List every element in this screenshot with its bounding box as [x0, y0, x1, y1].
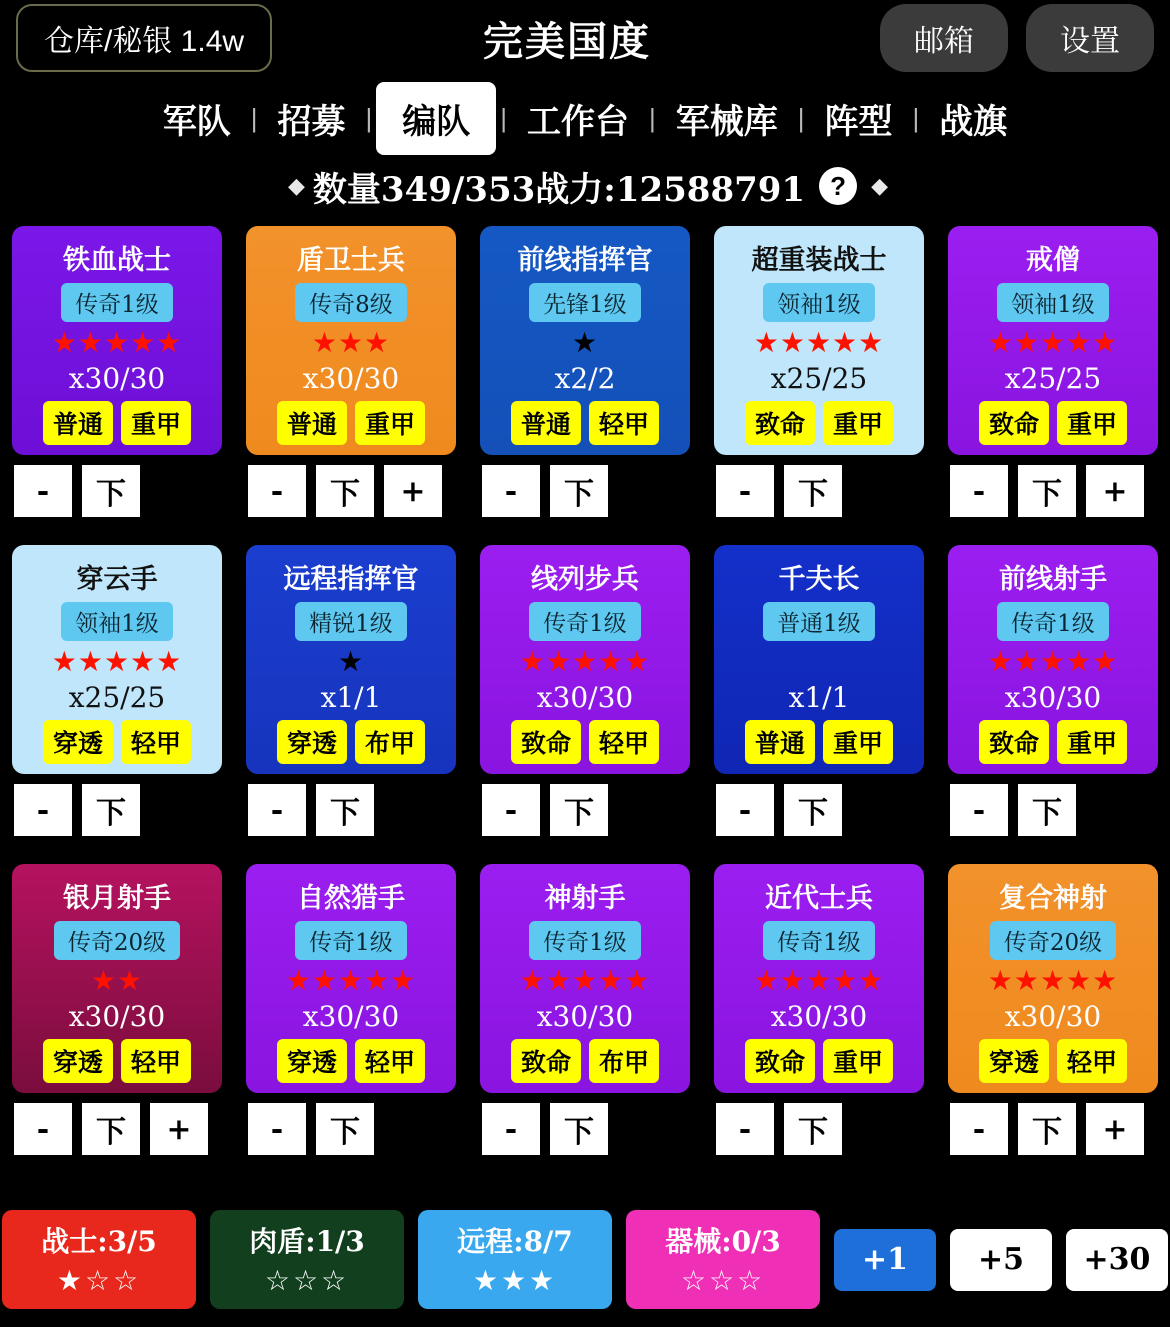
unit-action-button[interactable]: 下 — [316, 784, 374, 836]
unit-tag: 轻甲 — [589, 720, 659, 764]
unit-tag: 布甲 — [355, 720, 425, 764]
category-summary[interactable] — [418, 1210, 612, 1309]
category-summary[interactable] — [2, 1210, 196, 1309]
add-amount-button[interactable]: +5 — [950, 1229, 1052, 1291]
unit-count: x25/25 — [770, 362, 868, 395]
unit-star-rating: ★★★★★ — [753, 965, 885, 996]
unit-rank-badge: 领袖1级 — [763, 283, 875, 322]
prev-arrow-icon[interactable]: ◆ — [287, 173, 299, 198]
unit-tag-row — [277, 1039, 425, 1083]
unit-tag: 轻甲 — [121, 720, 191, 764]
unit-rank-badge: 传奇1级 — [61, 283, 173, 322]
unit-action-row — [714, 784, 924, 836]
unit-card[interactable] — [948, 545, 1158, 774]
stats-bar — [0, 156, 1170, 216]
unit-action-row — [948, 1103, 1158, 1155]
unit-action-button[interactable]: - — [482, 1103, 540, 1155]
unit-cell — [714, 545, 924, 864]
unit-tag: 致命 — [511, 1039, 581, 1083]
unit-tag: 重甲 — [823, 1039, 893, 1083]
army-stats-text: 数量349/353战力:12588791 — [312, 169, 806, 210]
unit-cell — [246, 226, 456, 545]
unit-action-button[interactable]: 下 — [82, 1103, 140, 1155]
unit-card[interactable] — [246, 864, 456, 1093]
unit-cell — [12, 226, 222, 545]
unit-tag-row — [43, 720, 191, 764]
unit-tag: 致命 — [979, 720, 1049, 764]
tab-separator: | — [250, 102, 258, 133]
unit-action-button[interactable]: - — [716, 784, 774, 836]
unit-cell — [948, 545, 1158, 864]
category-star-rating: ☆☆☆ — [680, 1265, 766, 1296]
unit-action-button[interactable]: - — [248, 784, 306, 836]
unit-name: 盾卫士兵 — [297, 245, 405, 276]
unit-action-row — [714, 1103, 924, 1155]
unit-card[interactable] — [12, 226, 222, 455]
unit-star-rating: ★★★★★ — [51, 327, 183, 358]
unit-tag-row — [511, 720, 659, 764]
unit-cell — [246, 545, 456, 864]
unit-rank-badge: 普通1级 — [763, 602, 875, 641]
unit-cell — [480, 864, 690, 1183]
unit-action-button[interactable]: - — [950, 465, 1008, 517]
unit-tag: 穿透 — [979, 1039, 1049, 1083]
unit-tag-row — [43, 401, 191, 445]
tab-4[interactable]: 军械库 — [675, 101, 778, 142]
unit-rank-badge: 传奇1级 — [763, 921, 875, 960]
unit-star-rating: ★ — [571, 327, 599, 358]
unit-star-rating: ★★★★★ — [987, 327, 1119, 358]
unit-action-button[interactable]: + — [384, 465, 442, 517]
unit-tag: 致命 — [745, 1039, 815, 1083]
unit-star-rating: ★★ — [90, 965, 144, 996]
unit-star-rating: ★★★★★ — [987, 646, 1119, 677]
unit-rank-badge: 传奇1级 — [997, 602, 1109, 641]
unit-count: x1/1 — [788, 681, 850, 714]
unit-card[interactable] — [246, 226, 456, 455]
unit-count: x30/30 — [302, 362, 400, 395]
unit-tag: 轻甲 — [121, 1039, 191, 1083]
unit-rank-badge: 传奇20级 — [54, 921, 180, 960]
unit-action-button[interactable]: 下 — [82, 784, 140, 836]
unit-count: x1/1 — [320, 681, 382, 714]
unit-action-button[interactable]: 下 — [550, 784, 608, 836]
category-summary[interactable] — [626, 1210, 820, 1309]
category-label: 远程:8/7 — [457, 1225, 573, 1258]
unit-action-row — [246, 1103, 456, 1155]
unit-card[interactable] — [480, 864, 690, 1093]
unit-card[interactable] — [714, 545, 924, 774]
unit-name: 远程指挥官 — [283, 564, 419, 595]
unit-action-button[interactable]: - — [482, 465, 540, 517]
tab-separator: | — [500, 102, 507, 133]
unit-count: x30/30 — [1004, 681, 1102, 714]
mail-button[interactable]: 邮箱 — [880, 4, 1008, 72]
unit-tag: 致命 — [745, 401, 815, 445]
unit-star-rating: ★★★★★ — [285, 965, 417, 996]
unit-star-rating: ★ — [337, 646, 365, 677]
unit-card[interactable] — [480, 226, 690, 455]
unit-tag-row — [511, 1039, 659, 1083]
unit-action-row — [714, 465, 924, 517]
unit-rank-badge: 先锋1级 — [529, 283, 641, 322]
unit-action-button[interactable]: 下 — [784, 465, 842, 517]
unit-tag: 重甲 — [1057, 401, 1127, 445]
unit-name: 银月射手 — [63, 883, 171, 914]
unit-tag: 轻甲 — [589, 401, 659, 445]
unit-tag: 重甲 — [1057, 720, 1127, 764]
tab-3[interactable]: 工作台 — [527, 101, 629, 142]
unit-action-row — [12, 465, 222, 517]
unit-card[interactable] — [12, 545, 222, 774]
unit-count: x30/30 — [1004, 1000, 1102, 1033]
unit-name: 复合神射 — [999, 883, 1107, 914]
top-bar — [0, 0, 1170, 76]
unit-action-button[interactable]: + — [1086, 465, 1144, 517]
unit-star-rating: ★★★★★ — [519, 646, 651, 677]
unit-action-button[interactable]: - — [716, 1103, 774, 1155]
unit-action-button[interactable]: 下 — [1018, 1103, 1076, 1155]
unit-tag-row — [745, 720, 893, 764]
unit-name: 神射手 — [544, 883, 626, 914]
unit-tag: 普通 — [511, 401, 581, 445]
category-label: 肉盾:1/3 — [249, 1225, 365, 1258]
bottom-bar — [0, 1210, 1170, 1309]
page-title: 完美国度 — [483, 17, 652, 65]
unit-star-rating: ★★★★★ — [519, 965, 651, 996]
unit-cell — [12, 864, 222, 1183]
tab-5[interactable]: 阵型 — [824, 101, 893, 142]
settings-button[interactable]: 设置 — [1026, 4, 1154, 72]
unit-action-row — [948, 465, 1158, 517]
tab-2[interactable]: 编队 — [376, 82, 496, 155]
unit-action-button[interactable]: - — [248, 1103, 306, 1155]
unit-cell — [948, 226, 1158, 545]
unit-tag: 致命 — [511, 720, 581, 764]
tab-6[interactable]: 战旗 — [939, 101, 1008, 142]
tab-separator: | — [365, 102, 373, 133]
unit-count: x30/30 — [68, 362, 166, 395]
unit-tag: 致命 — [979, 401, 1049, 445]
unit-tag: 重甲 — [823, 401, 893, 445]
unit-cell — [12, 545, 222, 864]
unit-grid — [0, 226, 1170, 1183]
unit-tag-row — [43, 1039, 191, 1083]
unit-action-button[interactable]: - — [716, 465, 774, 517]
unit-action-button[interactable]: 下 — [550, 465, 608, 517]
unit-action-row — [246, 465, 456, 517]
unit-card[interactable] — [948, 864, 1158, 1093]
unit-cell — [948, 864, 1158, 1183]
unit-action-button[interactable]: + — [1086, 1103, 1144, 1155]
unit-star-rating: ★★★★★ — [753, 327, 885, 358]
next-arrow-icon[interactable]: ◆ — [871, 173, 882, 198]
unit-count: x25/25 — [1004, 362, 1102, 395]
unit-action-button[interactable]: 下 — [82, 465, 140, 517]
unit-name: 自然猎手 — [297, 883, 405, 914]
unit-action-button[interactable]: 下 — [1018, 465, 1076, 517]
unit-tag: 重甲 — [121, 401, 191, 445]
unit-tag: 重甲 — [355, 401, 425, 445]
warehouse-button[interactable]: 仓库/秘银 1.4w — [16, 4, 272, 72]
unit-tag: 穿透 — [277, 1039, 347, 1083]
category-label: 器械:0/3 — [665, 1225, 781, 1258]
unit-action-button[interactable]: - — [248, 465, 306, 517]
unit-action-button[interactable]: 下 — [784, 784, 842, 836]
unit-action-button[interactable]: 下 — [316, 1103, 374, 1155]
unit-count: x25/25 — [68, 681, 166, 714]
unit-action-button[interactable]: - — [950, 784, 1008, 836]
unit-rank-badge: 传奇1级 — [529, 602, 641, 641]
tab-separator: | — [649, 102, 656, 133]
unit-action-row — [480, 465, 690, 517]
unit-count: x30/30 — [536, 1000, 634, 1033]
unit-action-button[interactable]: 下 — [784, 1103, 842, 1155]
unit-name: 戒僧 — [1026, 245, 1080, 276]
unit-name: 近代士兵 — [765, 883, 873, 914]
unit-action-button[interactable]: - — [482, 784, 540, 836]
unit-tag: 轻甲 — [1057, 1039, 1127, 1083]
category-star-rating: ☆☆☆ — [264, 1265, 350, 1296]
unit-card[interactable] — [714, 226, 924, 455]
unit-star-rating: ★★★ — [311, 327, 391, 358]
unit-action-row — [12, 784, 222, 836]
unit-action-button[interactable]: 下 — [550, 1103, 608, 1155]
unit-action-button[interactable]: - — [14, 1103, 72, 1155]
unit-tag-row — [979, 401, 1127, 445]
unit-rank-badge: 传奇8级 — [295, 283, 407, 322]
unit-rank-badge: 传奇1级 — [529, 921, 641, 960]
unit-star-rating: ★★★★★ — [51, 646, 183, 677]
unit-name: 千夫长 — [778, 564, 860, 595]
unit-tag-row — [277, 401, 425, 445]
unit-card[interactable] — [714, 864, 924, 1093]
unit-name: 穿云手 — [76, 564, 158, 595]
unit-action-row — [480, 1103, 690, 1155]
unit-tag: 穿透 — [277, 720, 347, 764]
unit-name: 铁血战士 — [63, 245, 171, 276]
unit-card[interactable] — [12, 864, 222, 1093]
unit-tag-row — [511, 401, 659, 445]
unit-action-button[interactable]: 下 — [316, 465, 374, 517]
tab-separator: | — [912, 102, 920, 133]
unit-card[interactable] — [948, 226, 1158, 455]
unit-tag: 普通 — [745, 720, 815, 764]
unit-action-button[interactable]: - — [950, 1103, 1008, 1155]
unit-action-row — [480, 784, 690, 836]
unit-count: x30/30 — [770, 1000, 868, 1033]
unit-name: 前线射手 — [999, 564, 1107, 595]
category-label: 战士:3/5 — [41, 1225, 157, 1258]
unit-tag: 穿透 — [43, 1039, 113, 1083]
unit-tag-row — [277, 720, 425, 764]
unit-count: x30/30 — [536, 681, 634, 714]
unit-card[interactable] — [246, 545, 456, 774]
unit-rank-badge: 领袖1级 — [997, 283, 1109, 322]
unit-count: x30/30 — [68, 1000, 166, 1033]
unit-rank-badge: 精锐1级 — [295, 602, 407, 641]
tab-0[interactable]: 军队 — [162, 101, 231, 142]
unit-action-row — [12, 1103, 222, 1155]
unit-cell — [480, 545, 690, 864]
unit-tag: 穿透 — [43, 720, 113, 764]
unit-name: 前线指挥官 — [517, 245, 653, 276]
category-star-rating: ★☆☆ — [56, 1265, 142, 1296]
unit-star-rating: ★★★★★ — [987, 965, 1119, 996]
unit-action-button[interactable]: + — [150, 1103, 208, 1155]
unit-rank-badge: 传奇1级 — [295, 921, 407, 960]
unit-tag: 重甲 — [823, 720, 893, 764]
tab-1[interactable]: 招募 — [277, 101, 346, 142]
unit-action-row — [948, 784, 1158, 836]
unit-tag: 普通 — [277, 401, 347, 445]
unit-tag: 普通 — [43, 401, 113, 445]
unit-count: x2/2 — [554, 362, 616, 395]
unit-card[interactable] — [480, 545, 690, 774]
tab-separator: | — [797, 102, 805, 133]
category-star-rating: ★★★ — [472, 1265, 558, 1296]
unit-cell — [246, 864, 456, 1183]
unit-rank-badge: 传奇20级 — [990, 921, 1116, 960]
tab-bar — [0, 82, 1170, 154]
unit-tag-row — [979, 720, 1127, 764]
unit-tag-row — [979, 1039, 1127, 1083]
unit-name: 线列步兵 — [531, 564, 639, 595]
unit-action-button[interactable]: 下 — [1018, 784, 1076, 836]
unit-rank-badge: 领袖1级 — [61, 602, 173, 641]
unit-cell — [480, 226, 690, 545]
unit-action-button[interactable]: - — [14, 465, 72, 517]
add-amount-button[interactable]: +30 — [1066, 1229, 1168, 1291]
unit-action-row — [246, 784, 456, 836]
unit-tag-row — [745, 401, 893, 445]
unit-tag: 轻甲 — [355, 1039, 425, 1083]
unit-name: 超重装战士 — [751, 245, 887, 276]
add-amount-button[interactable]: +1 — [834, 1229, 936, 1291]
unit-cell — [714, 226, 924, 545]
category-summary[interactable] — [210, 1210, 404, 1309]
unit-action-button[interactable]: - — [14, 784, 72, 836]
unit-tag: 布甲 — [589, 1039, 659, 1083]
unit-tag-row — [745, 1039, 893, 1083]
unit-count: x30/30 — [302, 1000, 400, 1033]
help-icon[interactable]: ? — [819, 167, 857, 205]
unit-cell — [714, 864, 924, 1183]
